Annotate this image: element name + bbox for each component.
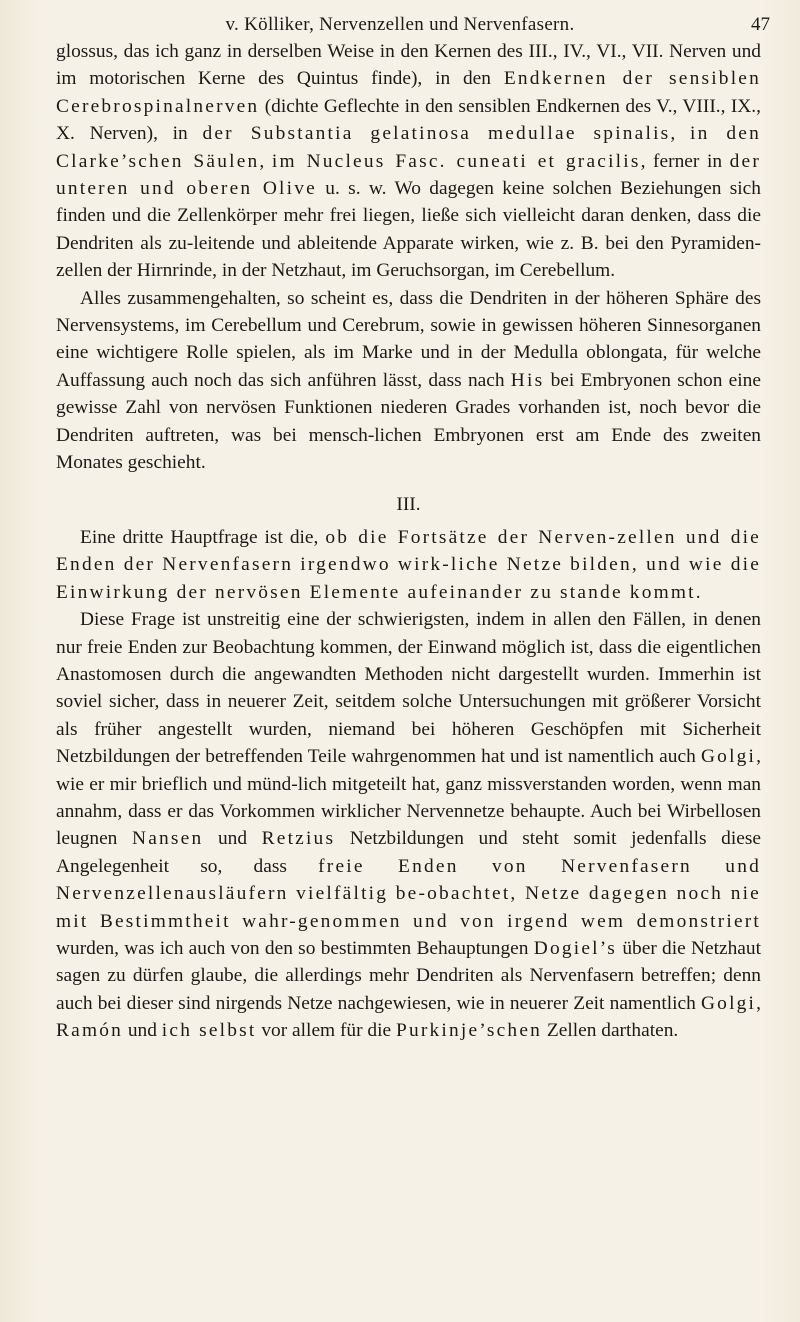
text-run: , xyxy=(259,150,272,172)
text-run: , wie er mir brieflich und münd-lich mitgeteilt hat, ganz missverstanden worden, wenn man annahm, dass er das Vorkommen wirklicher Nervennetze behaupte. Auch bei Wirbellosen leugnen xyxy=(56,746,761,850)
text-run: , xyxy=(756,992,761,1014)
text-run: vor allem für die xyxy=(256,1020,396,1042)
spaced-emphasis: Nansen xyxy=(131,828,204,850)
text-run: Zellen darthaten. xyxy=(542,1020,679,1042)
paragraph-1 xyxy=(56,38,761,285)
text-run: Netzbildungen und steht somit jedenfalls diese Angelegenheit so, dass xyxy=(56,828,761,877)
text-run: Diese Frage ist unstreitig eine der schwierigsten, indem in allen den Fällen, in denen nur freie Enden zur Beobachtung kommen, der Einwand möglich ist, dass die eigentlichen Anastomosen durch die angewandten Methoden nicht dargestellt wurden. Immerhin ist soviel sicher, dass in neuerer Zeit, seitdem solche Untersuchungen mit größerer Vorsicht als früher angestellt wurden, niemand bei höheren Geschöpfen mit Sicherheit Netzbildungen der betreffenden Teile wahrgenommen hat und ist namentlich auch xyxy=(56,609,761,768)
spaced-emphasis: freie Enden von Nervenfasern und Nervenzellenausläufern vielfältig be-obachtet, Netze dagegen noch nie mit Bestimmtheit wahr-genommen und von irgend wem demonstriert xyxy=(56,855,761,932)
spaced-emphasis: Golgi xyxy=(700,992,757,1014)
spaced-emphasis: Ramón xyxy=(56,1020,124,1042)
running-title: v. Kölliker, Nervenzellen und Nervenfasern. xyxy=(225,14,575,35)
spaced-emphasis: Endkernen der sensiblen Cerebrospinalnerven xyxy=(56,68,761,117)
text-run: u. s. w. Wo dagegen keine solchen Beziehungen sich finden und die Zellenkörper mehr frei liegen, ließe sich vielleicht daran denken, dass die Dendriten als zu-leitende und ableitende Apparate wirken, wie z. B. bei den Pyramiden-zellen der Hirnrinde, in der Netzhaut, im Geruchsorgan, im Cerebellum. xyxy=(56,178,761,282)
spaced-emphasis: in den Clarke’schen Säulen xyxy=(56,123,761,172)
spaced-emphasis: ich selbst xyxy=(161,1020,257,1042)
page-header xyxy=(0,8,800,38)
text-run: glossus, das ich ganz in derselben Weise in den Kernen des III., IV., VI., VII. Nerven und im motorischen Kerne des Quintus finde), in den xyxy=(56,41,761,90)
body-text xyxy=(56,38,761,1045)
text-run: (dichte Geflechte in den sensiblen Endkernen des V., VIII., IX., X. Nerven), in xyxy=(56,95,761,145)
paragraph-4 xyxy=(56,606,761,1045)
spaced-emphasis: ob die Fortsätze der Nerven-zellen und die Enden der Nervenfasern irgendwo wirk-liche Netze bilden, und wie die Einwirkung der nervösen Elemente aufeinander zu stande kommt. xyxy=(56,526,761,603)
page-number: 47 xyxy=(751,14,770,35)
spaced-emphasis: im Nucleus Fasc. cuneati et gracilis xyxy=(271,150,641,172)
text-run: über die Netzhaut sagen zu dürfen glaube, die allerdings mehr Dendriten als Nervenfasern betreffen; denn auch bei dieser sind nirgends Netze nachgewiesen, wie in neuerer Zeit namentlich xyxy=(56,938,761,1014)
text-run: Eine dritte Hauptfrage ist die, xyxy=(80,526,326,548)
text-run: und xyxy=(203,828,262,850)
text-run: und xyxy=(123,1020,162,1042)
section-heading: III. xyxy=(396,493,421,515)
spaced-emphasis: Golgi xyxy=(700,746,757,768)
spaced-emphasis: Dogiel’s xyxy=(533,938,618,959)
text-run: , ferner in xyxy=(640,150,730,172)
text-run: wurden, was ich auch von den so bestimmten Behauptungen xyxy=(56,938,534,959)
text-run: , xyxy=(670,123,690,145)
spaced-emphasis: Retzius xyxy=(261,828,336,850)
paragraph-3 xyxy=(56,524,761,606)
spaced-emphasis: der Substantia gelatinosa medullae spinalis xyxy=(202,123,671,145)
spaced-emphasis: der unteren und oberen Olive xyxy=(56,150,761,200)
spaced-emphasis: His xyxy=(510,369,545,391)
spaced-emphasis: Purkinje’schen xyxy=(395,1020,543,1042)
text-run: bei Embryonen schon eine gewisse Zahl von nervösen Funktionen niederen Grades vorhanden ist, noch bevor die Dendriten auftreten, was bei mensch-lichen Embryonen erst am Ende des zweiten Monates geschieht. xyxy=(56,369,761,474)
paragraph-2 xyxy=(56,285,761,477)
text-run: Alles zusammengehalten, so scheint es, dass die Dendriten in der höheren Sphäre des Nervensystems, im Cerebellum und Cerebrum, sowie in gewissen höheren Sinnesorganen eine wichtigere Rolle spielen, als im Marke und in der Medulla oblongata, für welche Auffassung auch noch das sich anführen lässt, dass nach xyxy=(56,287,761,391)
